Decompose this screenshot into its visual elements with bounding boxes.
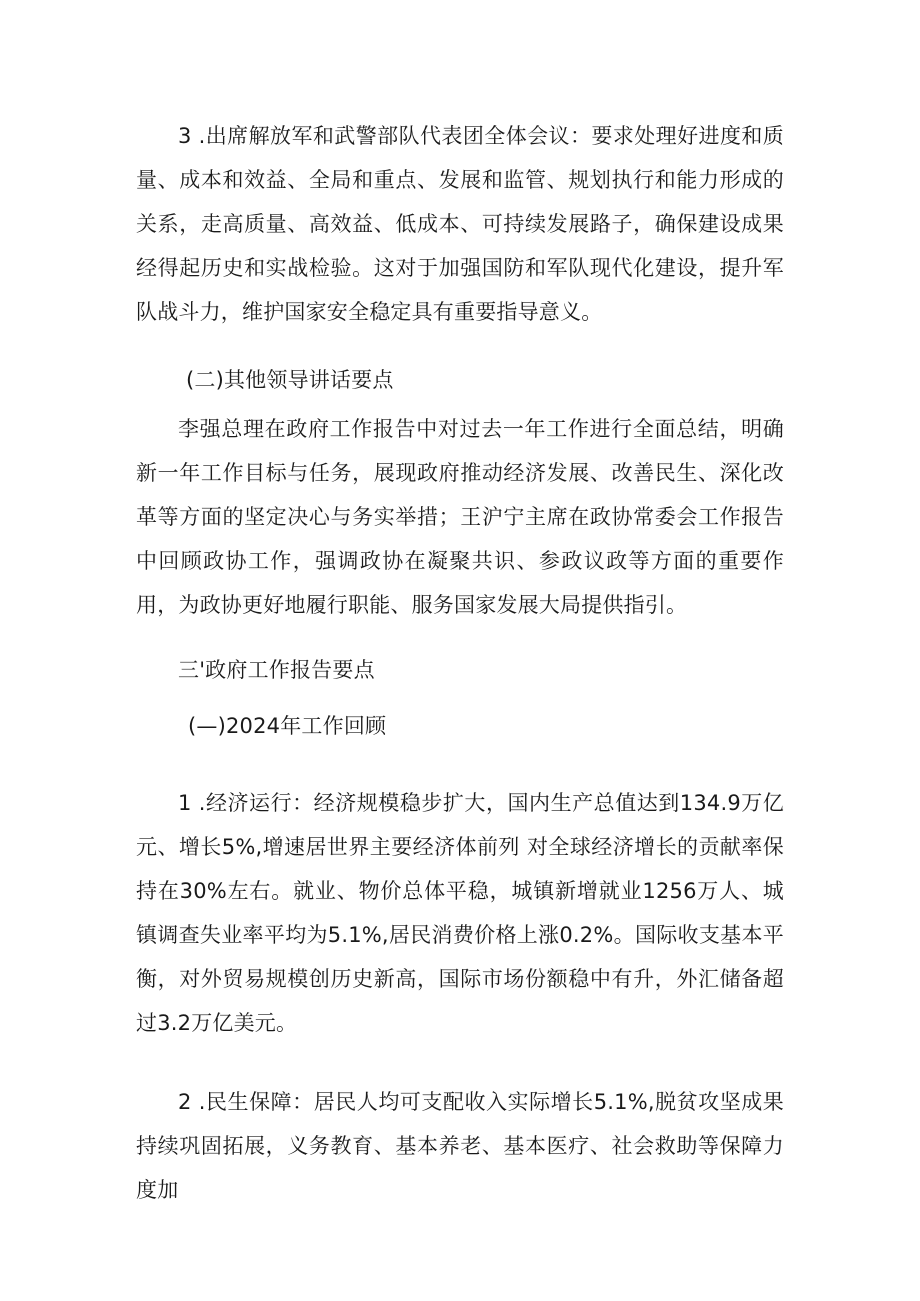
paragraph-livelihood: 2 .民生保障：居民人均可支配收入实际增长5.1%,脱贫攻坚成果持续巩固拓展，义务教育、基本养老、基本医疗、社会救助等保障力度加: [136, 1090, 784, 1202]
paragraph-economic-operation: 1 .经济运行：经济规模稳步扩大，国内生产总值达到134.9万亿元、增长5%,增速居世界主要经济体前列 对全球经济增长的贡献率保持在30%左右。就业、物价总体平稳，城镇新增就业1256万人、城镇调查失业率平均为5.1%,居民消费价格上涨0.2%。国际收支基本平衡，对外贸易规模创历史新高，国际市场份额稳中有升，外汇储备超过3.2万亿美元。: [136, 791, 784, 1035]
paragraph-military-meeting: 3 .出席解放军和武警部队代表团全体会议：要求处理好进度和质量、成本和效益、全局和重点、发展和监管、规划执行和能力形成的关系，走高质量、高效益、低成本、可持续发展路子，确保建设成果经得起历史和实战检验。这对于加强国防和军队现代化建设，提升军队战斗力，维护国家安全稳定具有重要指导意义。: [136, 124, 784, 324]
section-heading-2024-review: (—)2024年工作回顾: [188, 714, 387, 738]
paragraph-other-leaders: 李强总理在政府工作报告中对过去一年工作进行全面总结，明确新一年工作目标与任务，展现政府推动经济发展、改善民生、深化改革等方面的坚定决心与务实举措；王沪宁主席在政协常委会工作报告中回顾政协工作，强调政协在凝聚共识、参政议政等方面的重要作用，为政协更好地履行职能、服务国家发展大局提供指引。: [136, 417, 784, 617]
section-heading-government-report: 三'政府工作报告要点: [178, 658, 375, 682]
section-heading-other-leaders: (二)其他领导讲话要点: [186, 368, 394, 392]
